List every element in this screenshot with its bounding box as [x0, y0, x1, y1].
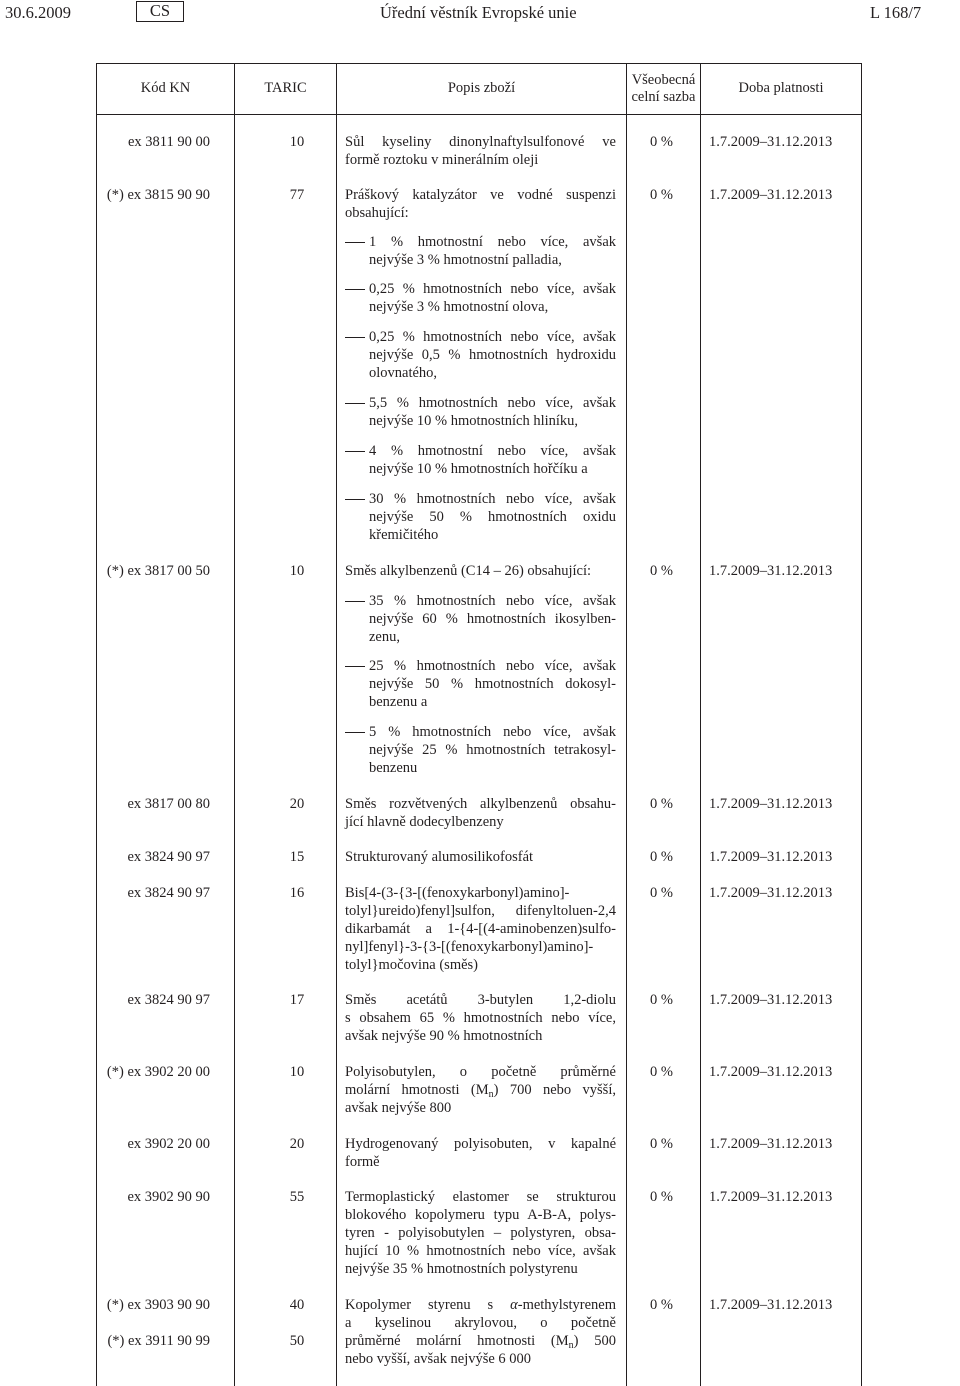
duty-rate: 0 %	[650, 1064, 673, 1080]
composition-text: 30 % hmotnostních nebo více, avšak nejvýše 50 % hmotnostních oxidu křemičitého	[369, 491, 616, 543]
kn-code: (*) ex 3911 90 99	[107, 1333, 210, 1349]
kn-code: ex 3824 90 97	[127, 849, 210, 865]
taric-code: 20	[289, 796, 305, 812]
description-line: průměrné molární hmotnosti $(M_n)$ 500	[345, 1333, 616, 1351]
journal-title: Úřední věstník Evropské unie	[380, 3, 577, 22]
taric-code: 55	[289, 1189, 305, 1205]
taric-code: 15	[289, 849, 305, 865]
validity-period: 1.7.2009–31.12.2013	[709, 134, 833, 150]
column-divider	[700, 63, 701, 1386]
description-line: s obsahem 65 % hmotnostních nebo více,	[345, 1010, 616, 1026]
language-badge: CS	[136, 1, 184, 22]
kn-code: ex 3902 20 00	[127, 1136, 210, 1152]
kn-code: ex 3824 90 97	[127, 992, 210, 1008]
kn-code: ex 3811 90 00	[127, 134, 210, 150]
goods-description	[345, 848, 616, 866]
duty-rate: 0 %	[650, 1189, 673, 1205]
goods-description	[345, 562, 616, 580]
dash-marker	[345, 732, 365, 733]
goods-description	[345, 1063, 616, 1117]
page-header	[0, 0, 960, 30]
column-header-taric: TARIC	[264, 80, 307, 96]
description-line: Směs alkylbenzenů (C14 – 26) obsahující:	[345, 563, 592, 579]
description-line: dikarbamát a 1-{4-[(4-aminobenzen)sulfo-	[345, 921, 616, 937]
composition-text: 25 % hmotnostních nebo více, avšak nejvýše 50 % hmotnostních dokosyl- benzenu a	[369, 658, 616, 710]
composition-text: 1 % hmotnostní nebo více, avšak nejvýše 3 % hmotnostní palladia,	[369, 234, 616, 268]
description-line: avšak nejvýše 90 % hmotnostních	[345, 1028, 543, 1044]
duty-rate: 0 %	[650, 885, 673, 901]
description-line: Bis[4-(3-{3-[(fenoxykarbonyl)amino]-	[345, 885, 570, 901]
duty-rate: 0 %	[650, 187, 673, 203]
description-line: Směs rozvětvených alkylbenzenů obsahu-	[345, 796, 616, 812]
description-line: Termoplastický elastomer se strukturou	[345, 1189, 616, 1205]
taric-code: 77	[289, 187, 305, 203]
composition-text: 4 % hmotnostní nebo více, avšak nejvýše 10 % hmotnostních hořčíku a	[369, 443, 616, 477]
dash-marker	[345, 666, 365, 667]
description-line: nebo vyšší, avšak nejvýše 6 000	[345, 1351, 532, 1367]
duty-rate: 0 %	[650, 1297, 673, 1313]
column-header-duty-line: celní sazba	[631, 88, 696, 105]
validity-period: 1.7.2009–31.12.2013	[709, 563, 833, 579]
column-divider	[336, 63, 337, 1386]
table-border-right	[861, 63, 862, 1386]
description-line: nyl]fenyl}-3-{3-[(fenoxykarbonyl)amino]-	[345, 939, 594, 955]
description-line: hující 10 % hmotnostních nebo více, avšak	[345, 1243, 616, 1259]
description-line: formě roztoku v minerálním oleji	[345, 152, 539, 168]
duty-rate: 0 %	[650, 563, 673, 579]
description-line: tolyl}ureido)fenyl]sulfon, difenyltoluen-2,4	[345, 903, 616, 919]
column-header-description: Popis zboží	[447, 80, 516, 96]
kn-code: (*) ex 3903 90 90	[106, 1297, 210, 1313]
description-line: Hydrogenovaný polyisobuten, v kapalné	[345, 1136, 616, 1152]
column-header-validity: Doba platnosti	[738, 80, 824, 96]
page-number: L 168/7	[870, 3, 922, 22]
description-line: Práškový katalyzátor ve vodné suspenzi	[345, 187, 616, 203]
composition-text: 0,25 % hmotnostních nebo více, avšak nejvýše 3 % hmotnostní olova,	[369, 281, 616, 315]
description-line: Sůl kyseliny dinonylnaftylsulfonové ve	[345, 134, 616, 150]
goods-description	[345, 186, 616, 222]
column-header-duty	[627, 63, 700, 114]
column-divider	[626, 63, 627, 1386]
description-line: Kopolymer styrenu s α-methylstyrenem	[345, 1297, 616, 1313]
duty-rate: 0 %	[650, 134, 673, 150]
dash-marker	[345, 289, 365, 290]
kn-code: (*) ex 3902 20 00	[106, 1064, 210, 1080]
duty-rate: 0 %	[650, 849, 673, 865]
duty-rate: 0 %	[650, 1136, 673, 1152]
composition-text: 5 % hmotnostních nebo více, avšak nejvýše 25 % hmotnostních tetrakosyl- benzenu	[369, 724, 616, 776]
composition-text: 0,25 % hmotnostních nebo více, avšak nejvýše 0,5 % hmotnostních hydroxidu olovnatého,	[369, 329, 616, 381]
dash-marker	[345, 451, 365, 452]
table-header-rule	[96, 114, 862, 115]
dash-marker	[345, 403, 365, 404]
goods-description	[345, 991, 616, 1045]
taric-code: 16	[289, 885, 305, 901]
kn-code: ex 3817 00 80	[127, 796, 210, 812]
description-line: tolyl}močovina (směs)	[345, 957, 479, 973]
taric-code: 10	[289, 563, 305, 579]
description-line: molární hmotnosti $(M_n)$ 700 nebo vyšší,	[345, 1082, 616, 1100]
description-line: a kyselinou akrylovou, o početně	[345, 1315, 616, 1331]
description-line: jící hlavně dodecylbenzeny	[345, 814, 504, 830]
validity-period: 1.7.2009–31.12.2013	[709, 885, 833, 901]
description-line: obsahující:	[345, 205, 409, 221]
description-line: tyren - polyisobutylen – polystyren, obsa-	[345, 1225, 616, 1241]
taric-code: 17	[289, 992, 305, 1008]
column-divider	[234, 63, 235, 1386]
description-line: Polyisobutylen, o početně průměrné	[345, 1064, 616, 1080]
description-line: Směs acetátů 3-butylen 1,2-diolu	[345, 992, 616, 1008]
taric-code: 20	[289, 1136, 305, 1152]
kn-code: (*) ex 3815 90 90	[106, 187, 210, 203]
validity-period: 1.7.2009–31.12.2013	[709, 796, 833, 812]
validity-period: 1.7.2009–31.12.2013	[709, 1297, 833, 1313]
goods-description	[345, 1296, 616, 1368]
validity-period: 1.7.2009–31.12.2013	[709, 1189, 833, 1205]
dash-marker	[345, 499, 365, 500]
dash-marker	[345, 601, 365, 602]
duty-rate: 0 %	[650, 796, 673, 812]
taric-code: 40	[289, 1297, 305, 1313]
duty-rate: 0 %	[650, 992, 673, 1008]
dash-marker	[345, 337, 365, 338]
publication-date: 30.6.2009	[5, 3, 71, 22]
column-header-duty-line: Všeobecná	[631, 71, 696, 88]
taric-code: 10	[289, 134, 305, 150]
goods-description	[345, 133, 616, 169]
composition-text: 5,5 % hmotnostních nebo více, avšak nejvýše 10 % hmotnostních hliníku,	[369, 395, 616, 429]
validity-period: 1.7.2009–31.12.2013	[709, 187, 833, 203]
description-line: avšak nejvýše 800	[345, 1100, 452, 1116]
goods-description	[345, 884, 616, 974]
kn-code: ex 3902 90 90	[127, 1189, 210, 1205]
description-line: Strukturovaný alumosilikofosfát	[345, 849, 534, 865]
validity-period: 1.7.2009–31.12.2013	[709, 992, 833, 1008]
dash-marker	[345, 242, 365, 243]
validity-period: 1.7.2009–31.12.2013	[709, 1136, 833, 1152]
description-line: formě	[345, 1154, 380, 1170]
taric-code: 10	[289, 1064, 305, 1080]
validity-period: 1.7.2009–31.12.2013	[709, 849, 833, 865]
kn-code: ex 3824 90 97	[127, 885, 210, 901]
description-line: blokového kopolymeru typu A-B-A, polys-	[345, 1207, 616, 1223]
taric-code: 50	[289, 1333, 305, 1349]
kn-code: (*) ex 3817 00 50	[106, 563, 210, 579]
goods-description	[345, 1188, 616, 1278]
composition-text: 35 % hmotnostních nebo více, avšak nejvýše 60 % hmotnostních ikosylben- zenu,	[369, 593, 616, 645]
goods-description	[345, 1135, 616, 1171]
validity-period: 1.7.2009–31.12.2013	[709, 1064, 833, 1080]
description-line: nejvýše 35 % hmotnostních polystyrenu	[345, 1261, 578, 1277]
column-header-kn: Kód KN	[140, 80, 191, 96]
goods-description	[345, 795, 616, 831]
